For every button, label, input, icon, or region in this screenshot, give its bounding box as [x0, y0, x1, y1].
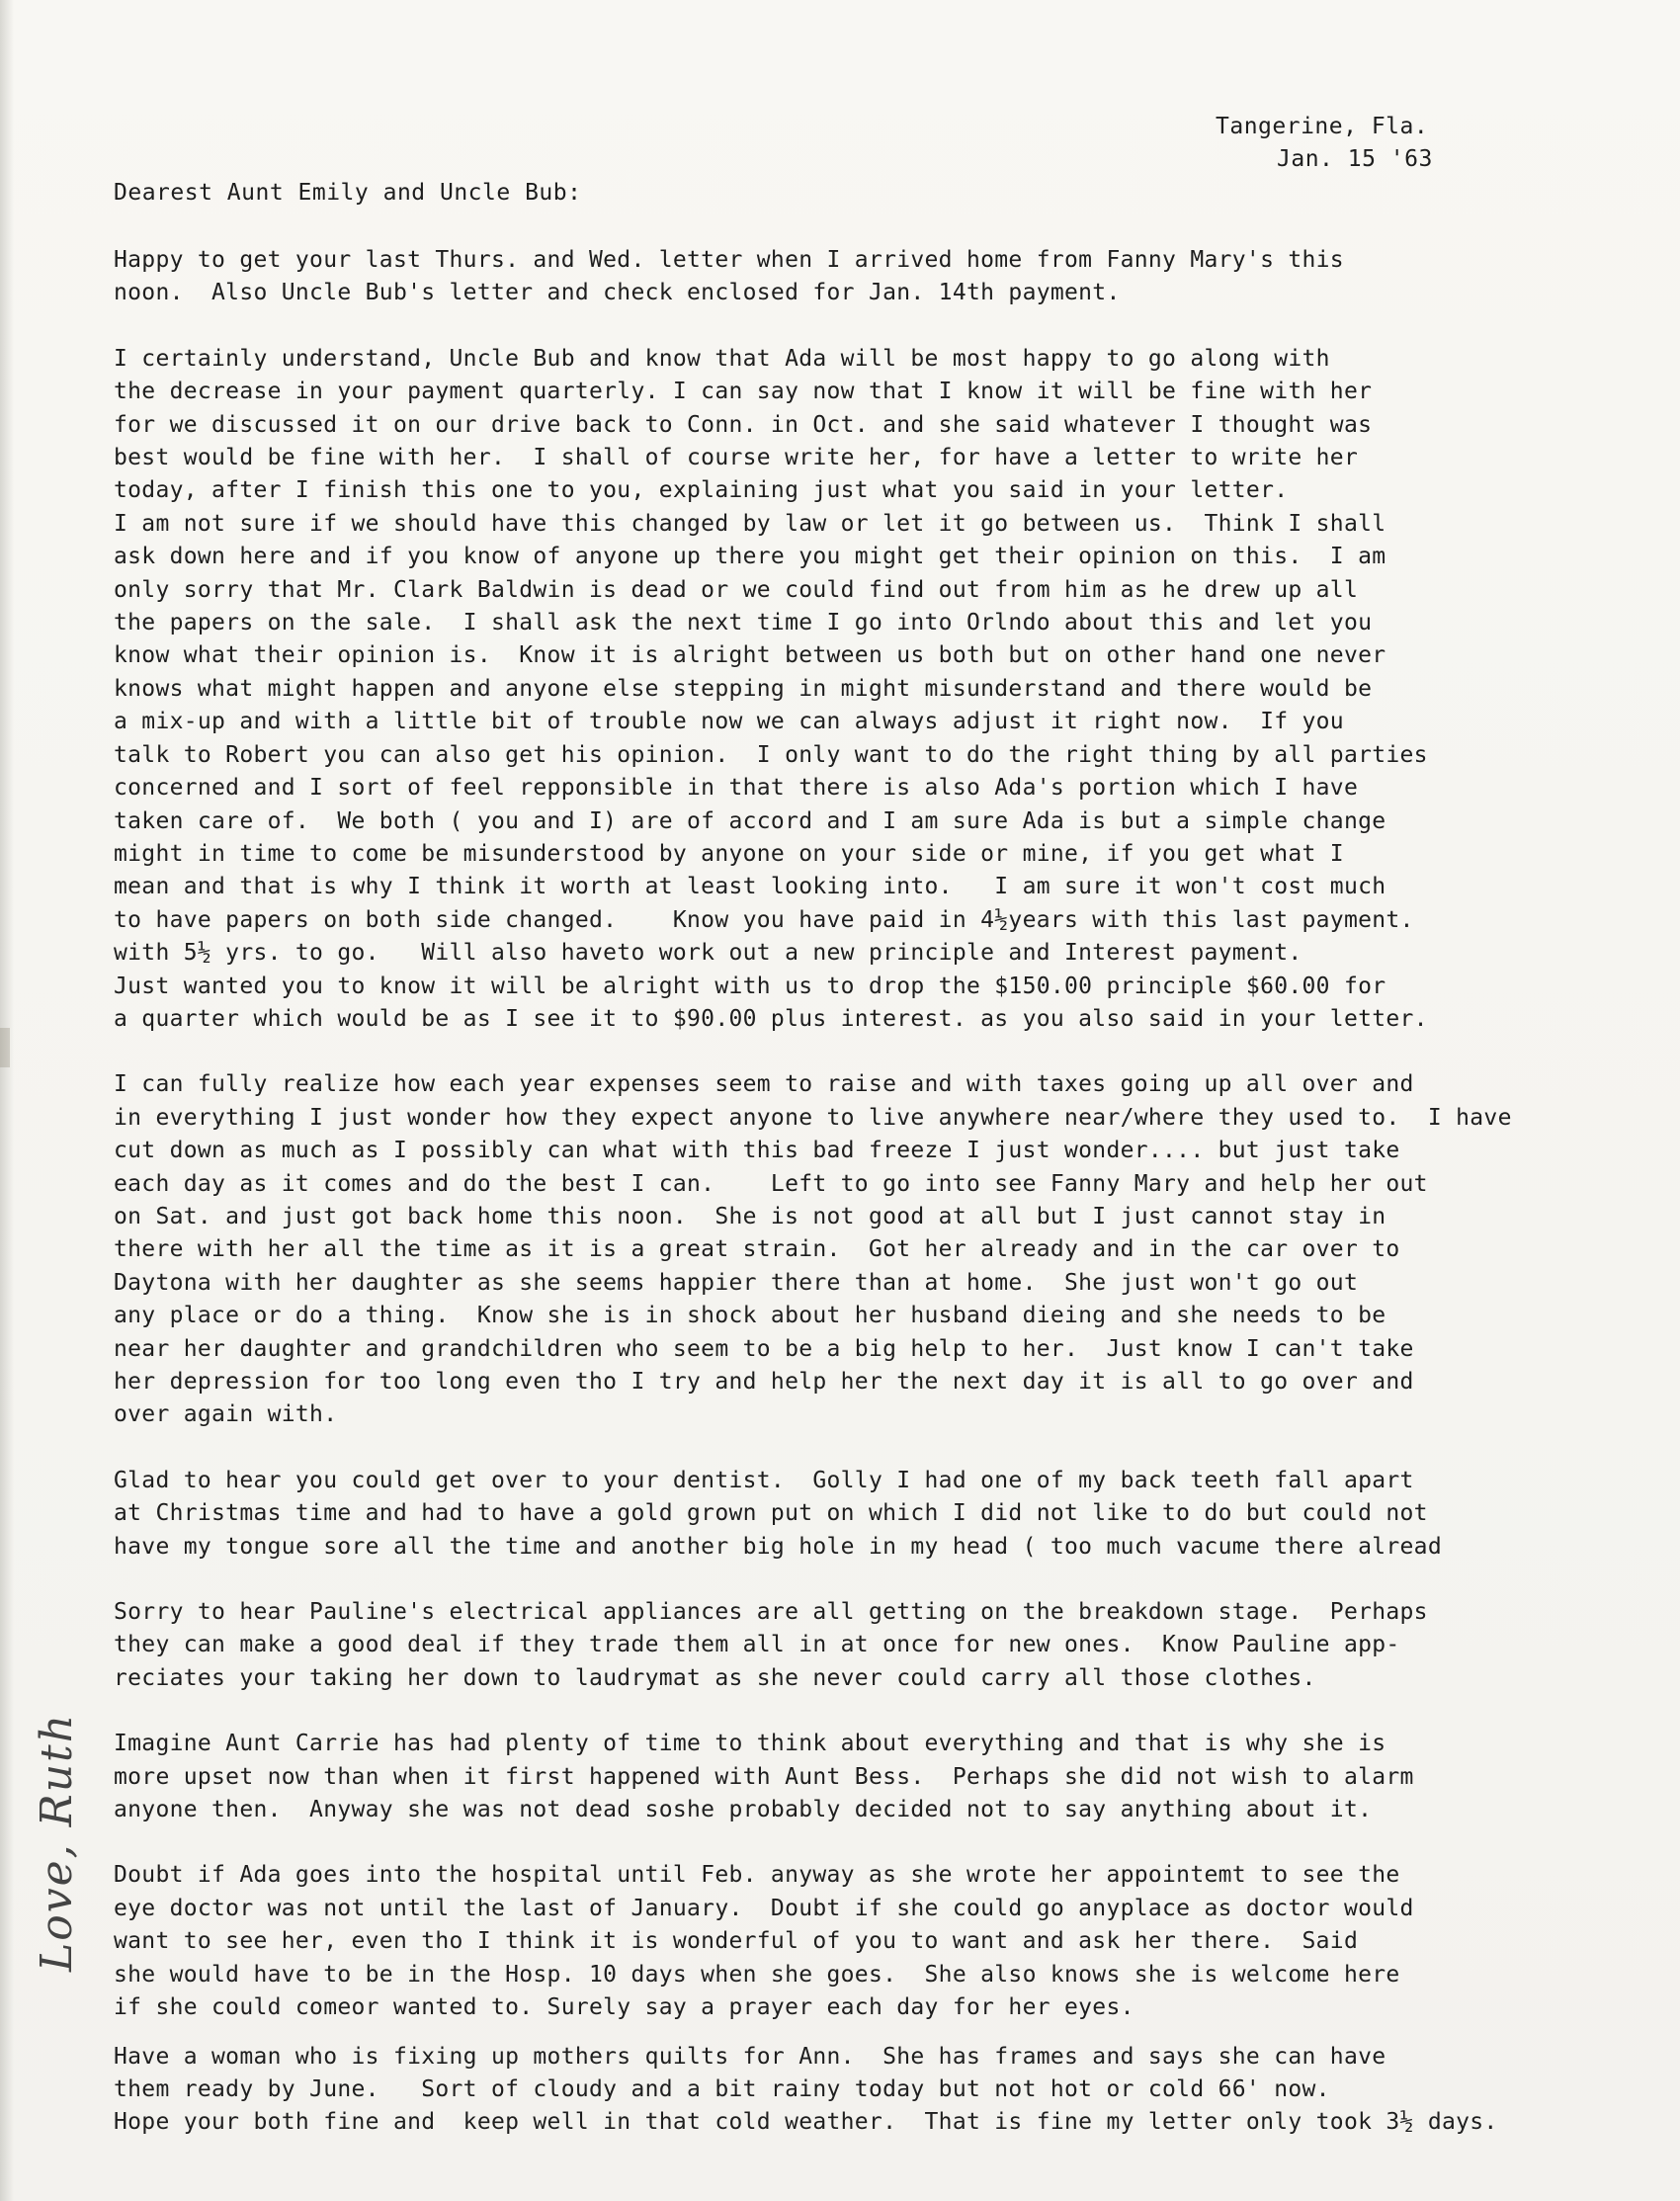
- text-line: Have a woman who is fixing up mothers quilts for Ann. She has frames and says she can have: [114, 2043, 1386, 2070]
- text-line: concerned and I sort of feel repponsible in that there is also Ada's portion which I have: [114, 775, 1359, 802]
- text-line: know what their opinion is. Know it is alright between us both but on other hand one never: [114, 642, 1386, 669]
- text-line: to have papers on both side changed. Know you have paid in 4½years with this last payment.: [114, 906, 1414, 933]
- text-line: might in time to come be misunderstood by anyone on your side or mine, if you get what I: [114, 840, 1344, 867]
- text-line: any place or do a thing. Know she is in shock about her husband dieing and she needs to be: [114, 1303, 1386, 1329]
- text-line: ask down here and if you know of anyone up there you might get their opinion on this. I am: [114, 544, 1386, 570]
- text-line: the decrease in your payment quarterly. I can say now that I know it will be fine with her: [114, 379, 1373, 405]
- text-line: only sorry that Mr. Clark Baldwin is dead or we could find out from him as he drew up all: [114, 576, 1359, 603]
- text-line: want to see her, even tho I think it is wonderful of you to want and ask her there. Said: [114, 1928, 1359, 1955]
- paragraph: [114, 244, 1665, 310]
- paragraph: [114, 1728, 1665, 1826]
- paragraph: [114, 1859, 1665, 2024]
- text-line: Daytona with her daughter as she seems happier there than at home. She just won't go out: [114, 1269, 1359, 1296]
- text-line: they can make a good deal if they trade them all in at once for new ones. Know Pauline app-: [114, 1632, 1400, 1658]
- paper-stain: [0, 1028, 10, 1067]
- text-line: each day as it comes and do the best I can. Left to go into see Fanny Mary and help her out: [114, 1170, 1428, 1197]
- text-line: anyone then. Anyway she was not dead soshe probably decided not to say anything about it.: [114, 1797, 1373, 1823]
- text-line: over again with.: [114, 1401, 338, 1428]
- paper-edge-shadow: [0, 0, 14, 2201]
- text-line: Imagine Aunt Carrie has had plenty of time to think about everything and that is why she is: [114, 1731, 1386, 1757]
- text-line: there with her all the time as it is a great strain. Got her already and in the car over to: [114, 1236, 1400, 1263]
- text-line: Doubt if Ada goes into the hospital until Feb. anyway as she wrote her appointemt to see the: [114, 1862, 1400, 1889]
- text-line: mean and that is why I think it worth at least looking into. I am sure it won't cost much: [114, 874, 1386, 900]
- paragraph: [114, 1596, 1665, 1695]
- text-line: I am not sure if we should have this changed by law or let it go between us. Think I shall: [114, 510, 1386, 537]
- letter-header: [1216, 111, 1433, 176]
- salutation: Dearest Aunt Emily and Uncle Bub:: [114, 180, 582, 206]
- letter-body: [114, 244, 1665, 2172]
- text-line: the papers on the sale. I shall ask the next time I go into Orlndo about this and let you: [114, 610, 1373, 636]
- text-line: she would have to be in the Hosp. 10 days when she goes. She also knows she is welcome here: [114, 1961, 1400, 1988]
- text-line: Sorry to hear Pauline's electrical appliances are all getting on the breakdown stage. Perhaps: [114, 1599, 1428, 1626]
- text-line: have my tongue sore all the time and another big hole in my head ( too much vacume there alread: [114, 1533, 1442, 1560]
- text-line: taken care of. We both ( you and I) are of accord and I am sure Ada is but a simple change: [114, 807, 1386, 834]
- text-line: knows what might happen and anyone else stepping in might misunderstand and there would be: [114, 675, 1373, 702]
- text-line: them ready by June. Sort of cloudy and a bit rainy today but not hot or cold 66' now.: [114, 2075, 1330, 2102]
- text-line: Glad to hear you could get over to your dentist. Golly I had one of my back teeth fall apart: [114, 1467, 1414, 1493]
- text-line: a mix-up and with a little bit of trouble now we can always adjust it right now. If you: [114, 709, 1344, 735]
- text-line: for we discussed it on our drive back to Conn. in Oct. and she said whatever I thought was: [114, 411, 1373, 438]
- paragraph: [114, 343, 1665, 1037]
- text-line: today, after I finish this one to you, explaining just what you said in your letter.: [114, 477, 1289, 504]
- text-line: a quarter which would be as I see it to $90.00 plus interest. as you also said in your letter.: [114, 1005, 1428, 1032]
- text-line: Happy to get your last Thurs. and Wed. letter when I arrived home from Fanny Mary's this: [114, 247, 1344, 273]
- text-line: I can fully realize how each year expenses seem to raise and with taxes going up all over and: [114, 1071, 1414, 1098]
- paragraph: [114, 2041, 1665, 2140]
- text-line: Hope your both fine and keep well in that cold weather. That is fine my letter only took 3½ days.: [114, 2109, 1498, 2136]
- text-line: on Sat. and just got back home this noon. She is not good at all but I just cannot stay in: [114, 1203, 1386, 1229]
- text-line: eye doctor was not until the last of January. Doubt if she could go anyplace as doctor would: [114, 1895, 1414, 1921]
- letter-date: Jan. 15 '63: [1277, 146, 1433, 172]
- letter-place: Tangerine, Fla.: [1216, 114, 1429, 139]
- text-line: Just wanted you to know it will be alright with us to drop the $150.00 principle $60.00 for: [114, 973, 1386, 999]
- text-line: best would be fine with her. I shall of course write her, for have a letter to write her: [114, 445, 1359, 471]
- text-line: if she could comeor wanted to. Surely say a prayer each day for her eyes.: [114, 1994, 1134, 2021]
- handwritten-signature: Love, Ruth: [32, 1712, 82, 1972]
- text-line: talk to Robert you can also get his opinion. I only want to do the right thing by all parties: [114, 741, 1428, 768]
- paragraph: [114, 1465, 1665, 1564]
- text-line: noon. Also Uncle Bub's letter and check enclosed for Jan. 14th payment.: [114, 280, 1121, 306]
- text-line: more upset now than when it first happened with Aunt Bess. Perhaps she did not wish to alarm: [114, 1763, 1414, 1790]
- text-line: reciates your taking her down to laudrymat as she never could carry all those clothes.: [114, 1664, 1316, 1691]
- paragraph: [114, 1068, 1665, 1431]
- text-line: cut down as much as I possibly can what with this bad freeze I just wonder.... but just take: [114, 1138, 1400, 1164]
- text-line: I certainly understand, Uncle Bub and know that Ada will be most happy to go along with: [114, 345, 1330, 372]
- text-line: her depression for too long even tho I try and help her the next day it is all to go over and: [114, 1369, 1414, 1395]
- text-line: in everything I just wonder how they expect anyone to live anywhere near/where they used to. I have: [114, 1104, 1512, 1131]
- text-line: with 5½ yrs. to go. Will also haveto work out a new principle and Interest payment.: [114, 940, 1302, 967]
- text-line: near her daughter and grandchildren who seem to be a big help to her. Just know I can't take: [114, 1335, 1414, 1362]
- text-line: at Christmas time and had to have a gold grown put on which I did not like to do but could not: [114, 1500, 1428, 1527]
